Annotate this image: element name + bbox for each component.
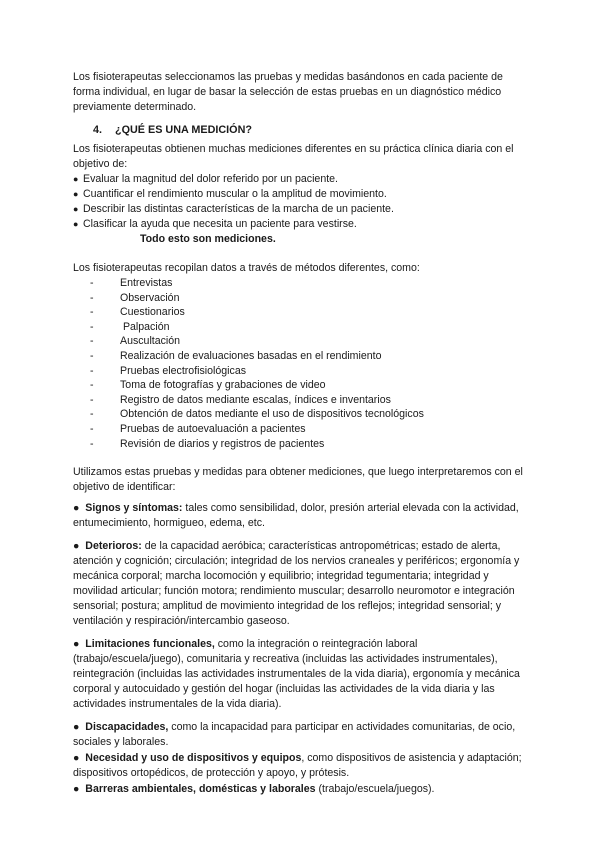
- section-title: ¿QUÉ ES UNA MEDICIÓN?: [115, 124, 252, 136]
- objectives-intro: Los fisioterapeutas obtienen muchas mediciones diferentes en su práctica clínica diaria con el objetivo de:: [73, 143, 514, 170]
- dash-marker: -: [90, 422, 94, 435]
- section-heading: [93, 123, 525, 138]
- list-item: - Auscultación: [90, 335, 181, 348]
- dash-marker: -: [90, 291, 94, 304]
- bullet-icon: ●: [73, 540, 80, 553]
- list-item: - Registro de datos mediante escalas, índices e inventarios: [90, 393, 391, 406]
- methods-list: [73, 276, 525, 451]
- list-item: - Toma de fotografías y grabaciones de video: [90, 379, 326, 392]
- list-item: - Palpación: [90, 320, 170, 333]
- list-item: - Observación: [90, 291, 180, 304]
- list-item: - Pruebas electrofisiológicas: [90, 364, 247, 377]
- identify-item-impairments: ● Deterioros: de la capacidad aeróbica; características antropométricas; estado de alerta, atención y cognición; circulación; integridad de los nervios craneales y periféricos; ergonomía y mecánica corporal; marcha locomoción y equilibrio; integridad tegumentaria; integridad y movilidad articular; función motora; rendimiento muscular; desarrollo neuromotor e integración sensorial; postura; amplitud de movimiento integridad de los reflejos; integridad sensorial; y ventilación y respiración/intercambio gaseoso.: [73, 540, 520, 628]
- list-item: ● Evaluar la magnitud del dolor referido por un paciente.: [73, 173, 338, 185]
- list-item: - Obtención de datos mediante el uso de dispositivos tecnológicos: [90, 408, 424, 421]
- bullet-icon: ●: [73, 204, 79, 214]
- emphasis-text: Todo esto son mediciones.: [140, 233, 276, 245]
- identify-item-barriers: ● Barreras ambientales, domésticas y laborales (trabajo/escuela/juegos).: [73, 783, 435, 796]
- intro-paragraph: Los fisioterapeutas seleccionamos las pruebas y medidas basándonos en cada paciente de forma individual, en lugar de basar la selección de estas pruebas en un diagnóstico médico previamente determinado.: [73, 71, 503, 113]
- list-item: - Pruebas de autoevaluación a pacientes: [90, 422, 306, 435]
- dash-marker: -: [90, 379, 94, 392]
- document-page: [73, 70, 525, 798]
- bullet-icon: ●: [73, 638, 80, 651]
- list-item: ● Cuantificar el rendimiento muscular o la amplitud de movimiento.: [73, 188, 387, 200]
- list-item: - Realización de evaluaciones basadas en el rendimiento: [90, 349, 382, 362]
- list-item: ● Clasificar la ayuda que necesita un paciente para vestirse.: [73, 218, 357, 230]
- bullet-icon: ●: [73, 752, 80, 765]
- bullet-icon: ●: [73, 721, 80, 734]
- bullet-icon: ●: [73, 174, 79, 184]
- dash-marker: -: [90, 306, 94, 319]
- dash-marker: -: [90, 335, 94, 348]
- dash-marker: -: [90, 320, 94, 333]
- identify-item-devices: ● Necesidad y uso de dispositivos y equipos, como dispositivos de asistencia y adaptación; dispositivos ortopédicos, de protección y apoyo, y prótesis.: [73, 752, 522, 780]
- objectives-list: [73, 172, 525, 232]
- section-number: 4.: [93, 124, 103, 136]
- identify-item-limitations: ● Limitaciones funcionales, como la integración o reintegración laboral (trabajo/escuela/juego), comunitaria y recreativa (incluidas las actividades instrumentales), reintegración (incluidas las actividades instrumentales de la vida diaria), ergonomía y mecánica corporal y autocuidado y gestión del hogar (incluidas las actividades de la vida diaria y las actividades instrumentales de la vida diaria).: [73, 638, 520, 711]
- list-item: - Cuestionarios: [90, 306, 185, 319]
- list-item: - Entrevistas: [90, 277, 173, 289]
- dash-marker: -: [90, 364, 94, 377]
- list-item: - Revisión de diarios y registros de pacientes: [90, 437, 325, 450]
- dash-marker: -: [90, 393, 94, 406]
- list-item: ● Describir las distintas características de la marcha de un paciente.: [73, 203, 394, 215]
- bullet-icon: ●: [73, 783, 80, 796]
- dash-marker: -: [90, 277, 94, 289]
- identify-item-disabilities: ● Discapacidades, como la incapacidad para participar en actividades comunitarias, de ocio, sociales y laborales.: [73, 721, 516, 749]
- methods-intro: Los fisioterapeutas recopilan datos a través de métodos diferentes, como:: [73, 262, 420, 274]
- bullet-icon: ●: [73, 219, 79, 229]
- dash-marker: -: [90, 437, 94, 450]
- dash-marker: -: [90, 408, 94, 421]
- identify-item-signs: ● Signos y síntomas: tales como sensibilidad, dolor, presión arterial elevada con la actividad, entumecimiento, hormigueo, edema, etc.: [73, 502, 519, 530]
- dash-marker: -: [90, 349, 94, 362]
- bullet-icon: ●: [73, 502, 80, 515]
- bullet-icon: ●: [73, 189, 79, 199]
- identify-intro: Utilizamos estas pruebas y medidas para obtener mediciones, que luego interpretaremos con el objetivo de identificar:: [73, 466, 523, 494]
